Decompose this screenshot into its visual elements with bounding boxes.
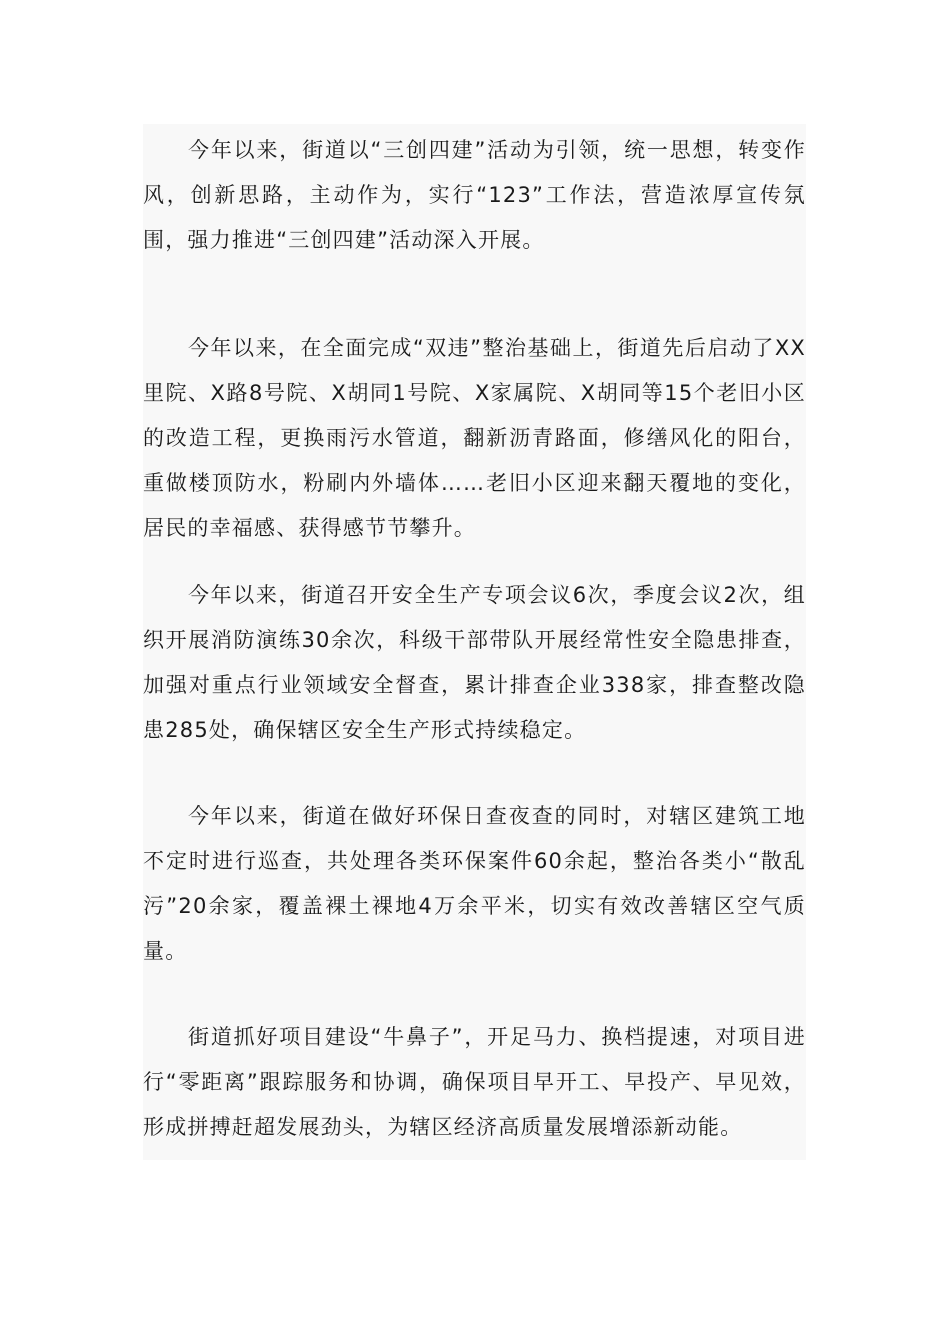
paragraph-1: 今年以来，街道以“三创四建”活动为引领，统一思想，转变作风，创新思路，主动作为，实行“123”工作法，营造浓厚宣传氛围，强力推进“三创四建”活动深入开展。 — [143, 138, 806, 252]
document-body — [143, 124, 806, 1160]
paragraph-5: 街道抓好项目建设“牛鼻子”，开足马力、换档提速，对项目进行“零距离”跟踪服务和协调，确保项目早开工、早投产、早见效，形成拼搏赶超发展劲头，为辖区经济高质量发展增添新动能。 — [143, 1025, 806, 1139]
paragraph-3: 今年以来，街道召开安全生产专项会议6次，季度会议2次，组织开展消防演练30余次，科级干部带队开展经常性安全隐患排查，加强对重点行业领域安全督查，累计排查企业338家，排查整改隐患285处，确保辖区安全生产形式持续稳定。 — [143, 583, 806, 742]
paragraph-4: 今年以来，街道在做好环保日查夜查的同时，对辖区建筑工地不定时进行巡查，共处理各类环保案件60余起，整治各类小“散乱污”20余家，覆盖裸土裸地4万余平米，切实有效改善辖区空气质量。 — [143, 804, 806, 963]
paragraph-2: 今年以来，在全面完成“双违”整治基础上，街道先后启动了XX里院、X路8号院、X胡同1号院、X家属院、X胡同等15个老旧小区的改造工程，更换雨污水管道，翻新沥青路面，修缮风化的阳台，重做楼顶防水，粉刷内外墙体……老旧小区迎来翻天覆地的变化，居民的幸福感、获得感节节攀升。 — [143, 336, 806, 540]
